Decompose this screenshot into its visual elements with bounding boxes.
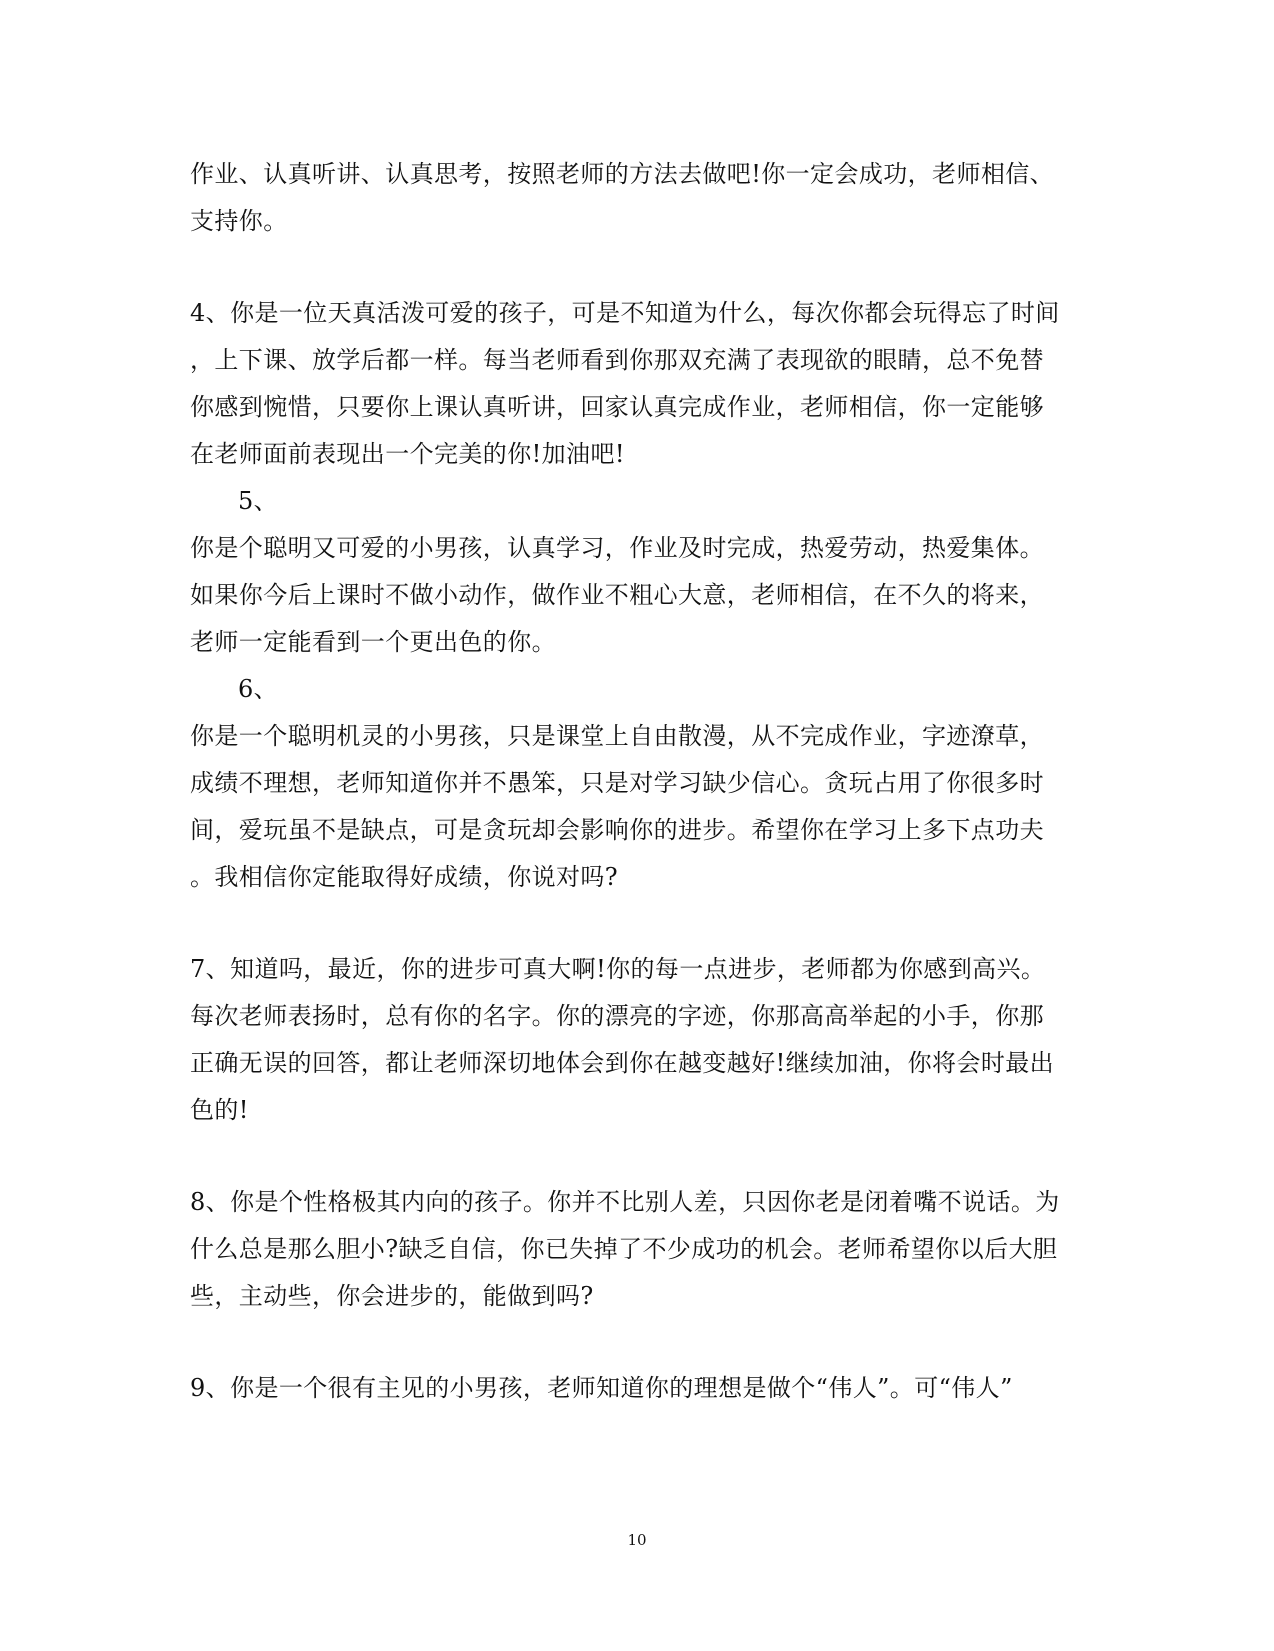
text-line: 8、你是个性格极其内向的孩子。你并不比别人差，只因你老是闭着嘴不说话。为: [190, 1188, 1060, 1216]
text-line: 正确无误的回答，都让老师深切地体会到你在越变越好!继续加油，你将会时最出: [190, 1049, 1055, 1077]
text-line: 支持你。: [190, 207, 288, 235]
text-line: 色的!: [190, 1096, 249, 1124]
text-line: 9、你是一个很有主见的小男孩，老师知道你的理想是做个“伟人”。可“伟人”: [190, 1374, 1013, 1402]
text-line: 些，主动些，你会进步的，能做到吗?: [190, 1282, 594, 1310]
text-line: 什么总是那么胆小?缺乏自信，你已失掉了不少成功的机会。老师希望你以后大胆: [190, 1235, 1058, 1263]
text-line: 间，爱玩虽不是缺点，可是贪玩却会影响你的进步。希望你在学习上多下点功夫: [190, 816, 1044, 844]
item-number: 5、: [238, 487, 279, 515]
text-line: 每次老师表扬时，总有你的名字。你的漂亮的字迹，你那高高举起的小手，你那: [190, 1002, 1044, 1030]
text-line: 成绩不理想，老师知道你并不愚笨，只是对学习缺少信心。贪玩占用了你很多时: [190, 769, 1044, 797]
text-line: 你感到惋惜，只要你上课认真听讲，回家认真完成作业，老师相信，你一定能够: [190, 393, 1044, 421]
text-line: 你是一个聪明机灵的小男孩，只是课堂上自由散漫，从不完成作业，字迹潦草，: [190, 722, 1044, 750]
text-line: 4、你是一位天真活泼可爱的孩子，可是不知道为什么，每次你都会玩得忘了时间: [190, 299, 1060, 327]
page-number: 10: [627, 1531, 647, 1549]
text-line: 。我相信你定能取得好成绩，你说对吗?: [190, 863, 619, 891]
text-line: 你是个聪明又可爱的小男孩，认真学习，作业及时完成，热爱劳动，热爱集体。: [190, 534, 1044, 562]
text-line: ，上下课、放学后都一样。每当老师看到你那双充满了表现欲的眼睛，总不免替: [190, 346, 1044, 374]
text-line: 老师一定能看到一个更出色的你。: [190, 628, 556, 656]
text-line: 7、知道吗，最近，你的进步可真大啊!你的每一点进步，老师都为你感到高兴。: [190, 955, 1046, 983]
text-line: 在老师面前表现出一个完美的你!加油吧!: [190, 440, 625, 468]
text-line: 如果你今后上课时不做小动作，做作业不粗心大意，老师相信，在不久的将来，: [190, 581, 1044, 609]
item-number: 6、: [238, 675, 279, 703]
text-line: 作业、认真听讲、认真思考，按照老师的方法去做吧!你一定会成功，老师相信、: [190, 160, 1055, 188]
